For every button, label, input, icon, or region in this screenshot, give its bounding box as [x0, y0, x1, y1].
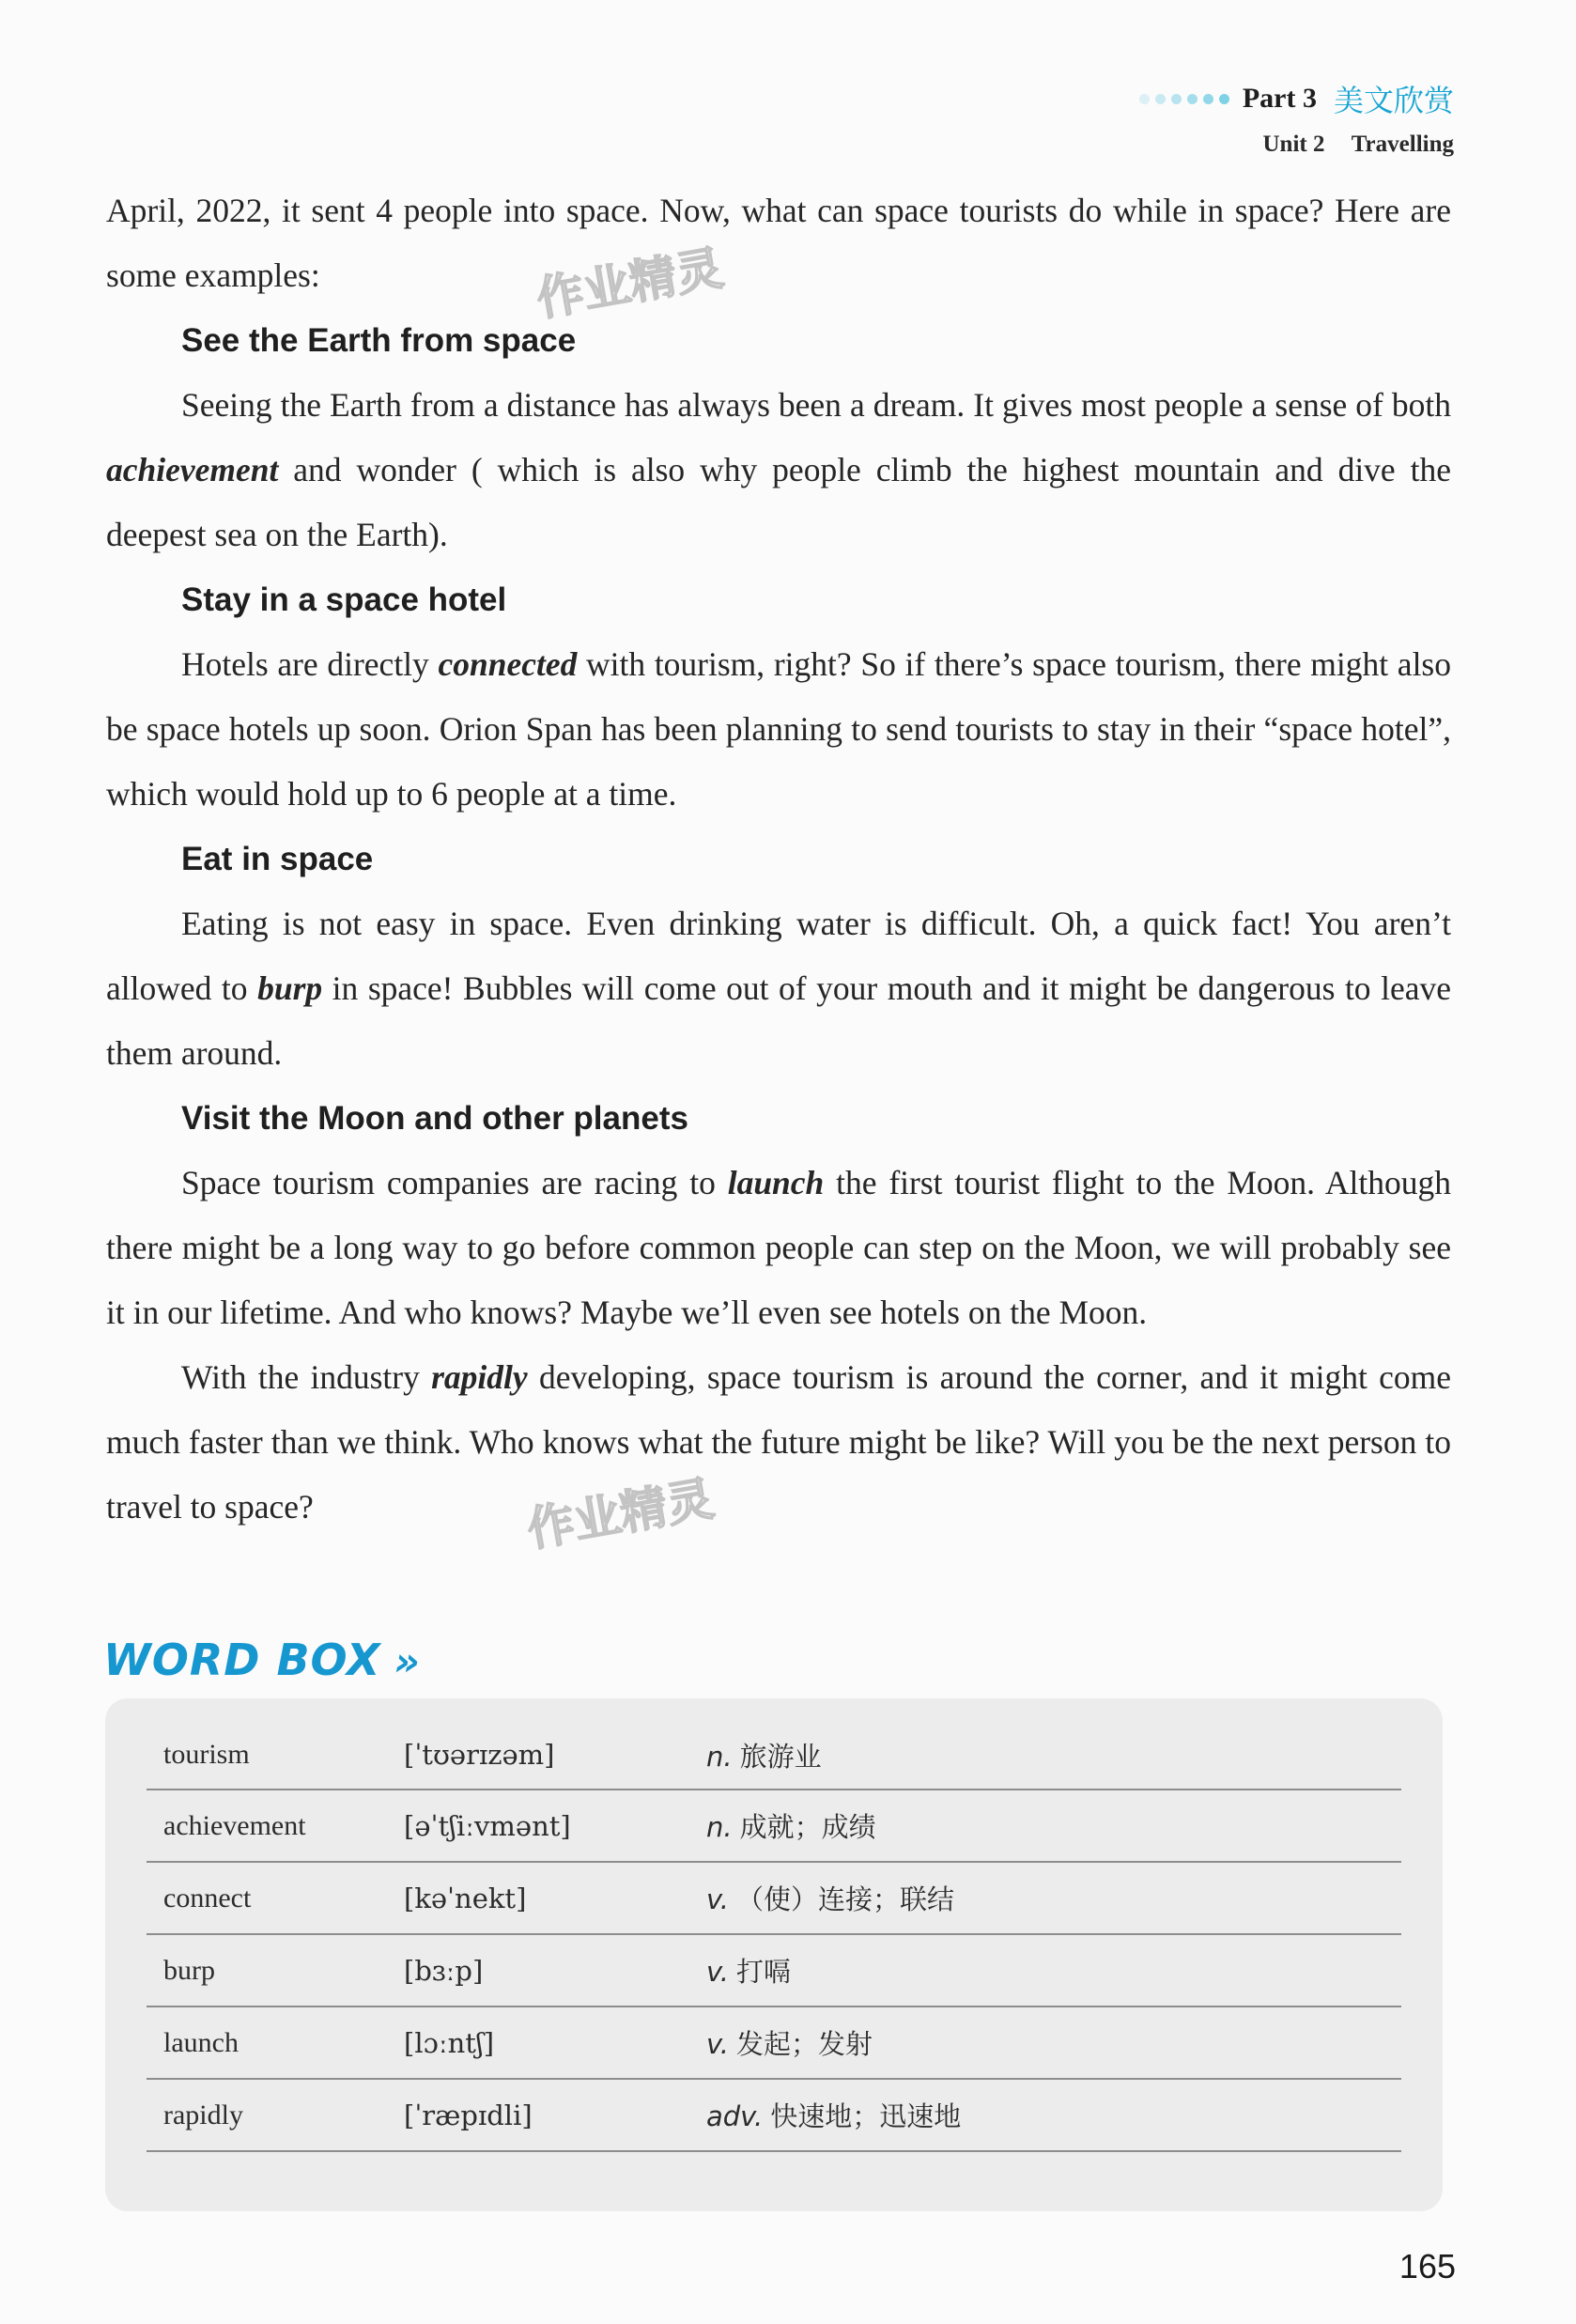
paragraph-moon: Space tourism companies are racing to launch the first tourist flight to the Moon. Although there might be a long way to go before common people can step on the Moon, we will probably see it in our lifetime. And who knows? Maybe we’ll even see hotels on the Moon.	[106, 1164, 1451, 1331]
page-number: 165	[1398, 2247, 1456, 2285]
keyword-burp: burp	[257, 969, 323, 1007]
unit-line	[1139, 132, 1454, 158]
word-box-title: WORD BOX »	[103, 1635, 421, 1685]
paragraph-hotel: Hotels are directly connected with tourism, right? So if there’s space tourism, there might also be space hotels up soon. Orion Span has been planning to send tourists to stay in their “space hotel”, which would hold up to 6 people at a time.	[106, 645, 1451, 813]
paragraph-intro: April, 2022, it sent 4 people into space. Now, what can space tourists do while in space? Here are some examples:	[106, 192, 1451, 294]
word-row	[147, 2007, 1401, 2080]
word-meaning: n. 旅游业	[706, 1740, 822, 1773]
paragraph-conclusion: With the industry rapidly developing, space tourism is around the corner, and it might come much faster than we think. Who knows what the future might be like? Will you be the next person to travel to space?	[106, 1358, 1451, 1526]
section-heading-hotel: Stay in a space hotel	[181, 581, 507, 618]
word-term: burp	[163, 1954, 215, 1986]
word-term: achievement	[163, 1809, 306, 1841]
page-header	[1139, 77, 1454, 158]
word-box	[105, 1698, 1443, 2211]
word-phonetic: [kəˈnekt]	[404, 1882, 527, 1914]
word-row	[147, 1790, 1401, 1863]
section-heading-earth: See the Earth from space	[181, 322, 577, 359]
keyword-connected: connected	[438, 645, 578, 683]
word-phonetic: [ˈtʊərɪzəm]	[404, 1739, 555, 1771]
word-term: launch	[163, 2026, 239, 2058]
paragraph-earth: Seeing the Earth from a distance has always been a dream. It gives most people a sense of both achievement and wonder ( which is also why people climb the highest mountain and dive the deepest sea on the Earth).	[106, 386, 1451, 553]
word-meaning: v. （使）连接；联结	[706, 1883, 955, 1915]
word-phonetic: [lɔːntʃ]	[404, 2026, 495, 2059]
part-label: Part 3	[1242, 83, 1317, 114]
word-meaning: adv. 快速地；迅速地	[706, 2100, 962, 2132]
article-body	[106, 178, 1451, 1540]
word-meaning: n. 成就；成绩	[706, 1811, 876, 1843]
keyword-achievement: achievement	[106, 451, 279, 488]
word-row	[147, 2080, 1401, 2152]
unit-label: Unit 2	[1262, 132, 1325, 157]
word-phonetic: [ˈræpɪdli]	[404, 2099, 533, 2131]
keyword-launch: launch	[727, 1164, 825, 1201]
word-phonetic: [bɜːp]	[404, 1954, 484, 1987]
double-chevron-right-icon: »	[394, 1638, 421, 1684]
word-term: rapidly	[163, 2099, 243, 2130]
word-meaning: v. 发起；发射	[706, 2028, 873, 2060]
header-top-line	[1139, 77, 1454, 120]
part-title: 美文欣赏	[1333, 83, 1454, 118]
word-phonetic: [əˈtʃiːvmənt]	[404, 1809, 571, 1842]
section-heading-eat: Eat in space	[181, 841, 374, 877]
word-term: connect	[163, 1882, 252, 1913]
decorative-dots-icon	[1139, 94, 1229, 104]
paragraph-eat: Eating is not easy in space. Even drinking water is difficult. Oh, a quick fact! You aren’t allowed to burp in space! Bubbles will come out of your mouth and it might be dangerous to leave them around.	[106, 905, 1451, 1072]
unit-title: Travelling	[1351, 132, 1454, 157]
word-term: tourism	[163, 1739, 250, 1770]
section-heading-moon: Visit the Moon and other planets	[181, 1100, 688, 1137]
word-row	[147, 1935, 1401, 2007]
word-meaning: v. 打嗝	[706, 1956, 792, 1988]
word-box-table	[147, 1721, 1401, 2152]
word-row	[147, 1863, 1401, 1935]
watermark-bottom: 作业精灵	[523, 1471, 718, 1557]
watermark-top: 作业精灵	[533, 240, 728, 327]
keyword-rapidly: rapidly	[431, 1358, 528, 1396]
word-row	[147, 1721, 1401, 1790]
